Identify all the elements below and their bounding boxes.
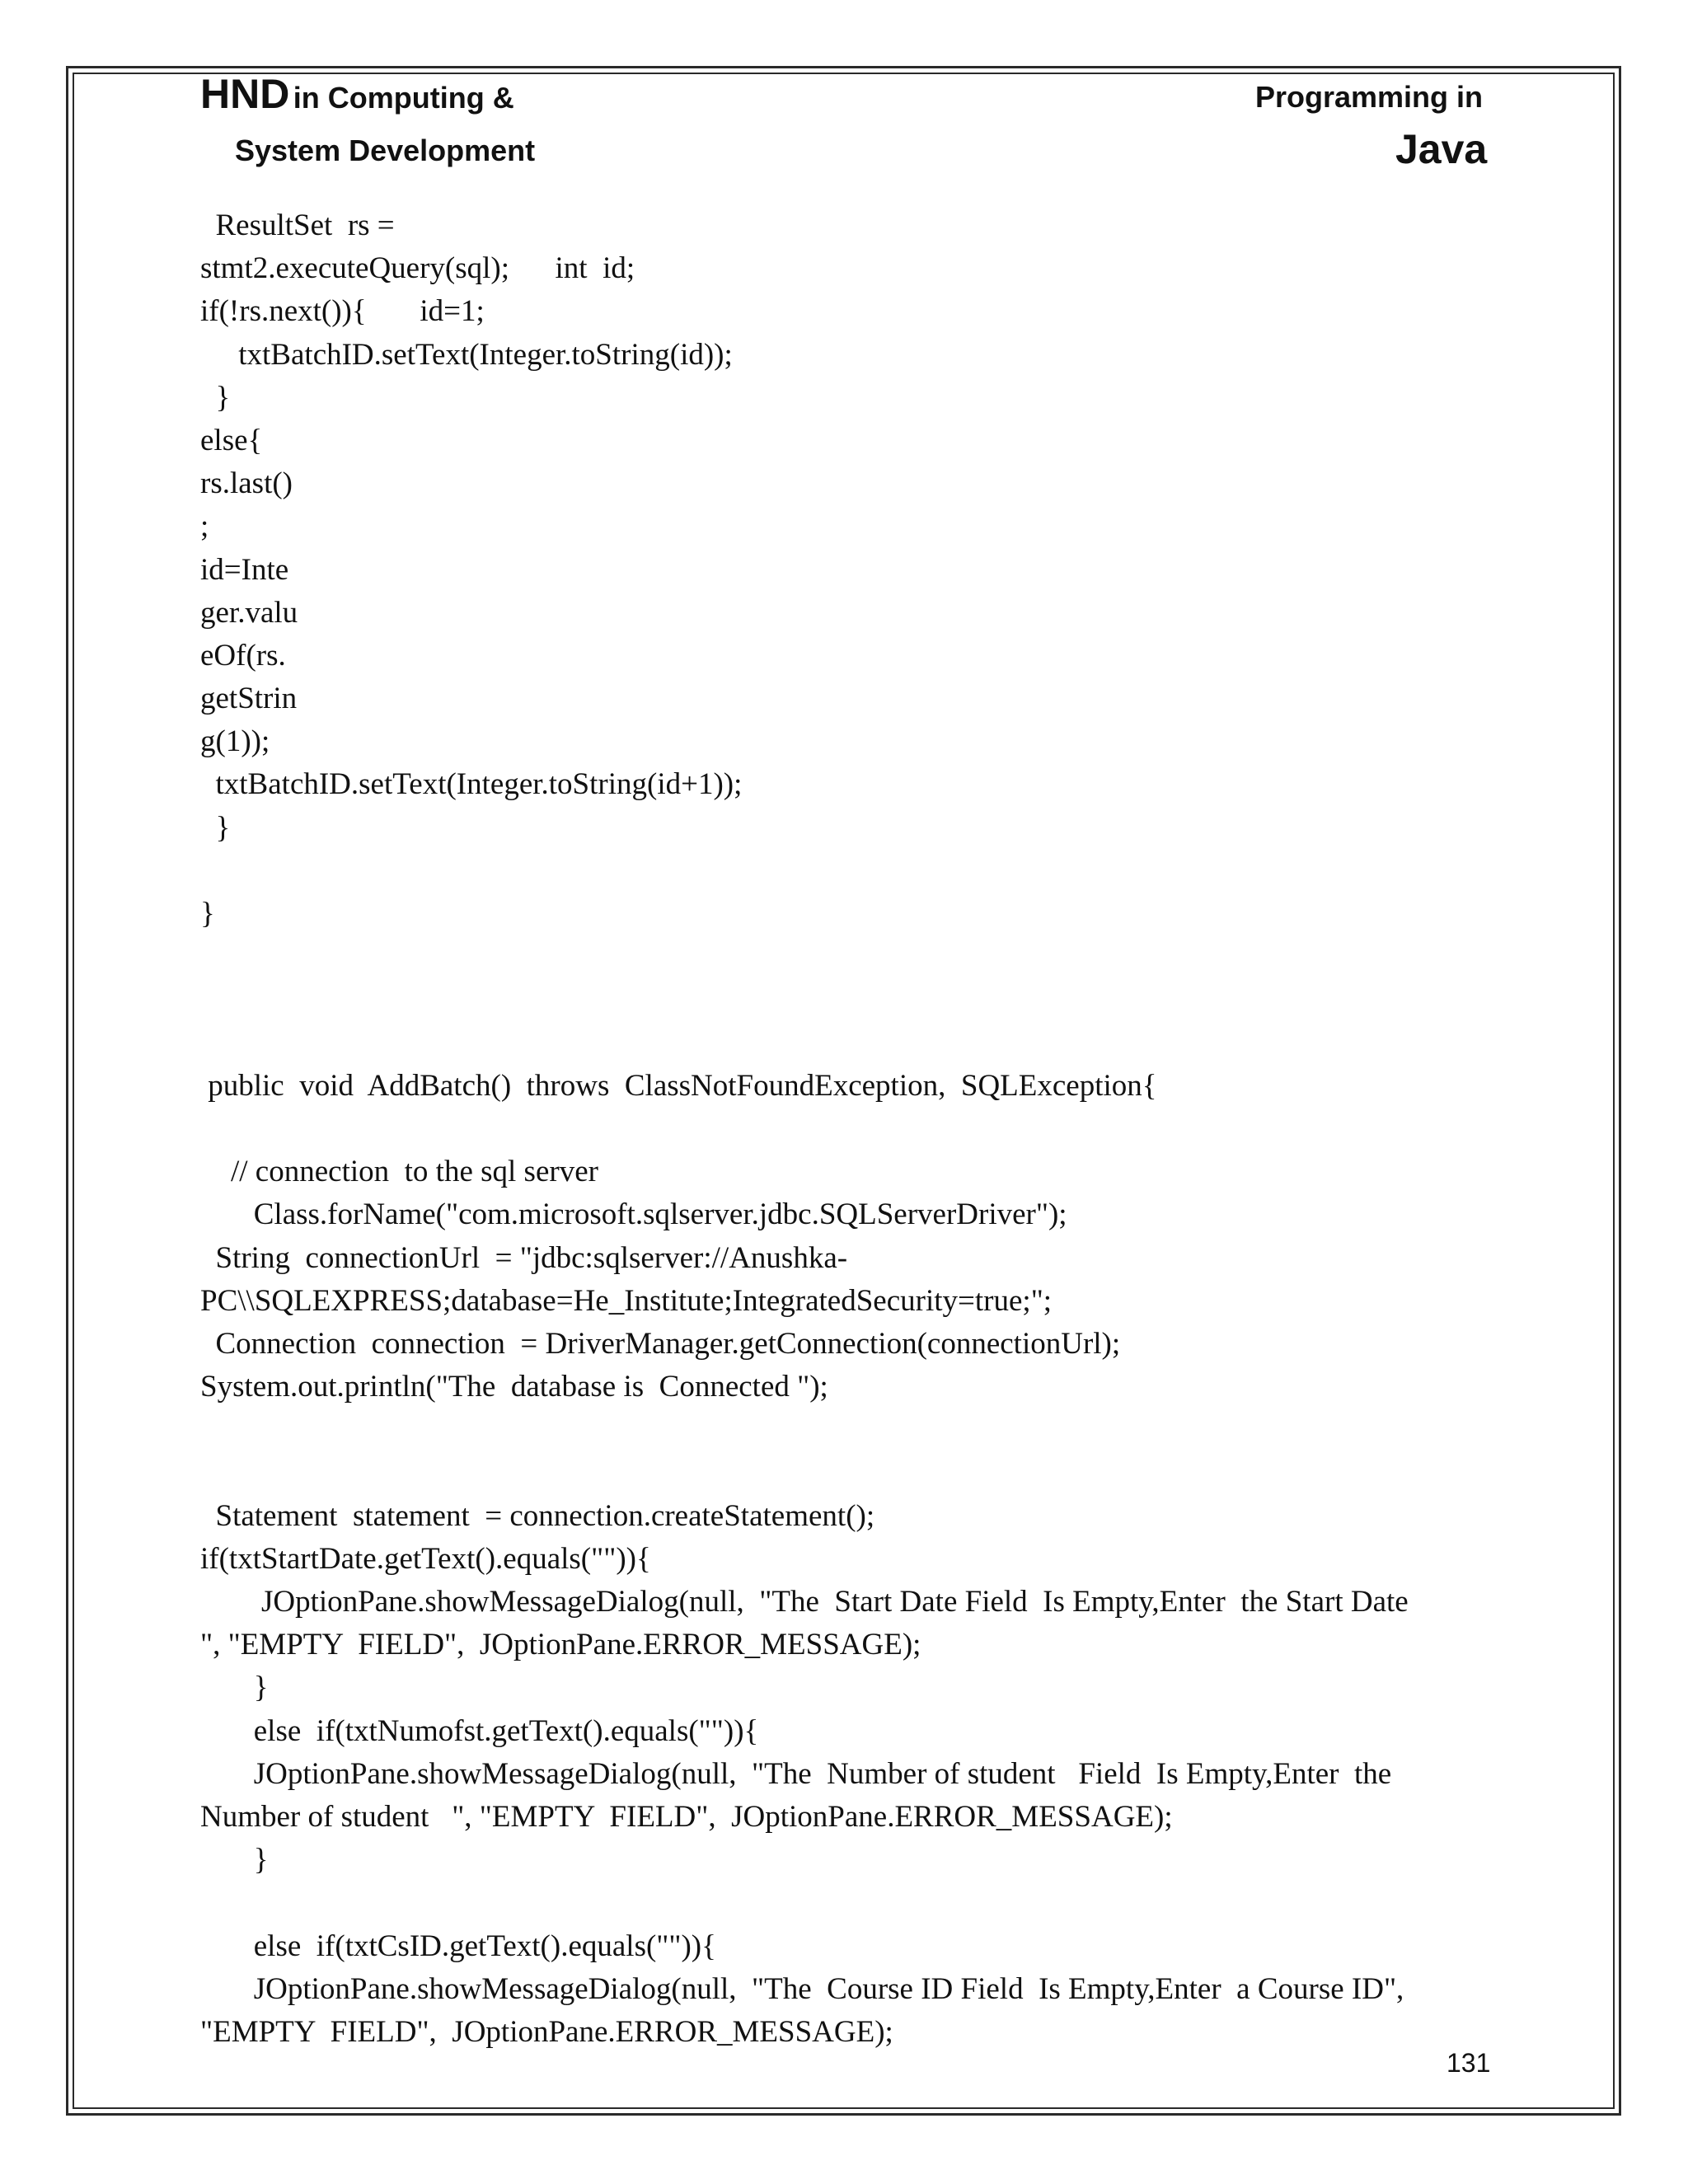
code-line: JOptionPane.showMessageDialog(null, "The Start Date Field Is Empty,Enter the Start Date [200,1585,1409,1619]
code-line: String connectionUrl = "jdbc:sqlserver://Anushka- [200,1240,848,1275]
code-line: else if(txtNumofst.getText().equals("")){ [200,1713,759,1748]
code-line: ; [200,509,209,544]
code-line [200,1108,1494,1151]
code-line: PC\\SQLEXPRESS;database=He_Institute;IntegratedSecurity=true;"; [200,1283,1053,1318]
code-line: txtBatchID.setText(Integer.toString(id)); [200,337,733,372]
code-line: id=Inte [200,552,289,587]
code-line [200,935,1494,978]
page-number: 131 [1447,2048,1491,2078]
code-line: eOf(rs. [200,638,286,673]
code-line: } [200,1671,269,1705]
code-line: else if(txtCsID.getText().equals("")){ [200,1929,716,1963]
code-line: System.out.println("The database is Connected "); [200,1370,828,1404]
code-line: rs.last() [200,466,293,501]
code-line [200,850,1494,893]
code-line: stmt2.executeQuery(sql); int id; [200,251,635,286]
header-java: Java [1395,126,1488,172]
code-line: g(1)); [200,724,270,759]
code-line: if(!rs.next()){ id=1; [200,294,485,329]
code-line: getStrin [200,682,298,716]
code-line: Statement statement = connection.createStatement(); [200,1498,875,1533]
code-line: ger.valu [200,595,298,630]
header-hnd: HND [200,71,290,117]
header-system-development: System Development [235,134,536,167]
code-line: ", "EMPTY FIELD", JOptionPane.ERROR_MESSAGE); [200,1628,921,1662]
code-line: "EMPTY FIELD", JOptionPane.ERROR_MESSAGE); [200,2014,893,2049]
code-line [200,1408,1494,1451]
code-line: } [200,1843,269,1877]
header-course-title [200,70,514,118]
header-programming-in: Programming in [1255,80,1484,114]
code-line [200,978,1494,1021]
header-in-computing: in Computing & [293,81,514,115]
code-line: } [200,897,215,930]
code-listing [200,204,1494,2054]
code-line: if(txtStartDate.getText().equals("")){ [200,1541,651,1576]
code-line: txtBatchID.setText(Integer.toString(id+1)); [200,767,743,802]
code-line: } [200,380,231,415]
code-line: ResultSet rs = [200,209,395,242]
code-line: public void AddBatch() throws ClassNotFoundException, SQLException{ [200,1068,1157,1103]
code-line: JOptionPane.showMessageDialog(null, "The Number of student Field Is Empty,Enter the [200,1756,1392,1791]
code-line [200,1451,1494,1494]
code-line [200,1022,1494,1065]
code-line: } [200,810,231,845]
code-line: // connection to the sql server [200,1155,598,1189]
code-line [200,1882,1494,1924]
code-line: Class.forName("com.microsoft.sqlserver.jdbc.SQLServerDriver"); [200,1197,1067,1232]
code-line: JOptionPane.showMessageDialog(null, "The Course ID Field Is Empty,Enter a Course ID", [200,1971,1404,2006]
code-line: Connection connection = DriverManager.getConnection(connectionUrl); [200,1326,1121,1361]
code-line: else{ [200,423,263,457]
code-line: Number of student ", "EMPTY FIELD", JOptionPane.ERROR_MESSAGE); [200,1799,1173,1834]
